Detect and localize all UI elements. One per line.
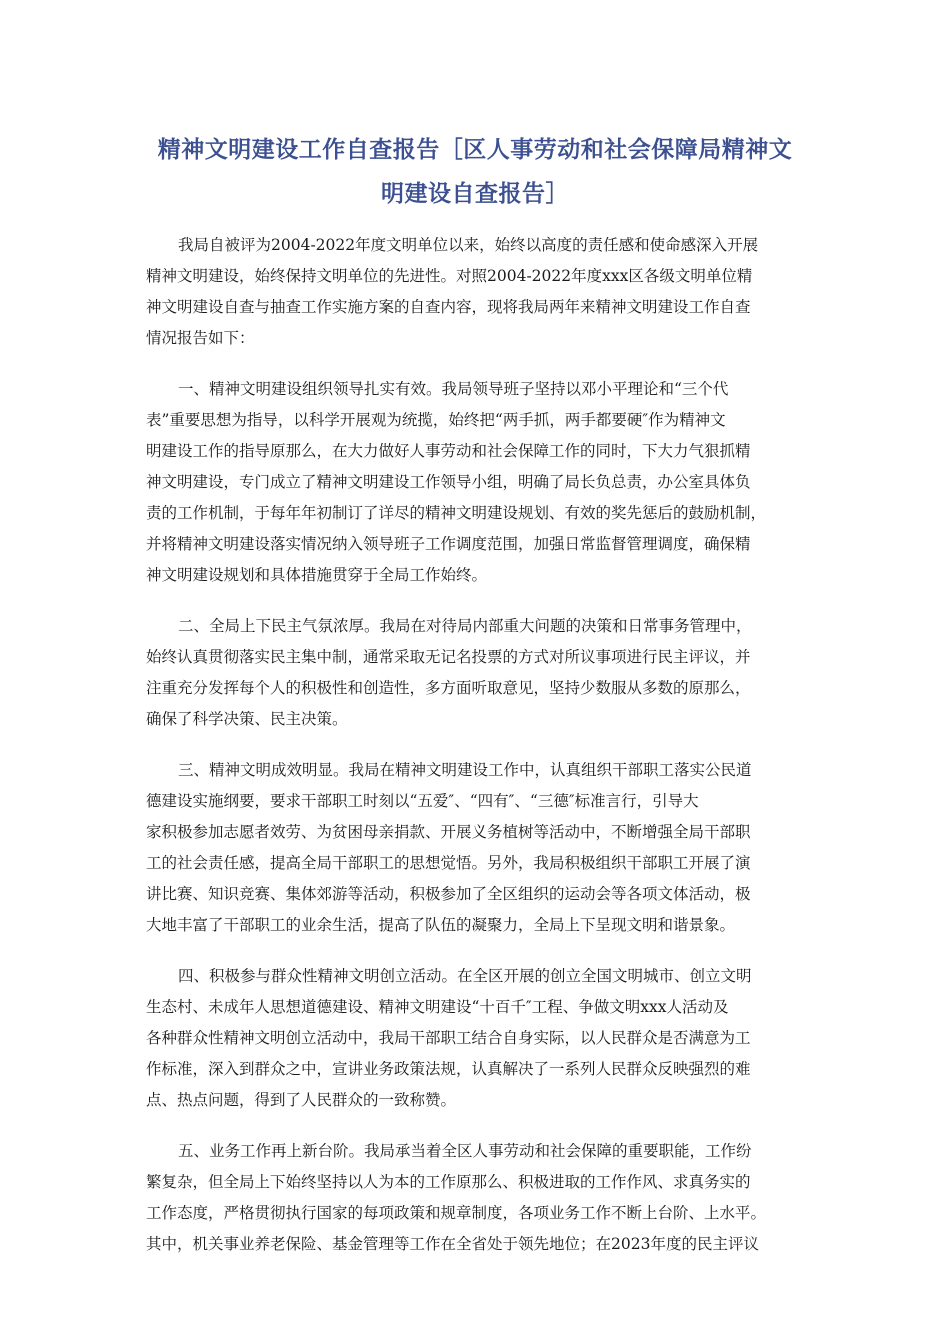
paragraph-line: 情况报告如下： bbox=[146, 329, 255, 347]
paragraph-section-1 bbox=[146, 374, 808, 591]
paragraph-line: 三、精神文明成效明显。我局在精神文明建设工作中，认真组织干部职工落实公民道 bbox=[178, 761, 752, 779]
paragraph-section-4 bbox=[146, 961, 808, 1116]
paragraph-line: 注重充分发挥每个人的积极性和创造性，多方面听取意见，坚持少数服从多数的原那么， bbox=[146, 679, 751, 697]
document-body bbox=[146, 230, 808, 1280]
document-title bbox=[140, 128, 810, 216]
paragraph-line: 确保了科学决策、民主决策。 bbox=[146, 710, 348, 728]
paragraph-line: 并将精神文明建设落实情况纳入领导班子工作调度范围，加强日常监督管理调度，确保精 bbox=[146, 535, 751, 553]
paragraph-line: 工作态度，严格贯彻执行国家的每项政策和规章制度，各项业务工作不断上台阶、上水平。 bbox=[146, 1204, 767, 1222]
paragraph-line: 五、业务工作再上新台阶。我局承当着全区人事劳动和社会保障的重要职能，工作纷 bbox=[178, 1142, 752, 1160]
paragraph-line: 生态村、未成年人思想道德建设、精神文明建设“十百千″工程、争做文明xxx人活动及 bbox=[146, 998, 729, 1016]
paragraph-line: 神文明建设，专门成立了精神文明建设工作领导小组，明确了局长负总责，办公室具体负 bbox=[146, 473, 751, 491]
paragraph-line: 四、积极参与群众性精神文明创立活动。在全区开展的创立全国文明城市、创立文明 bbox=[178, 967, 752, 985]
paragraph-line: 始终认真贯彻落实民主集中制，通常采取无记名投票的方式对所议事项进行民主评议，并 bbox=[146, 648, 751, 666]
title-line-2: 明建设自查报告］ bbox=[381, 181, 569, 207]
paragraph-line: 责的工作机制，于每年年初制订了详尽的精神文明建设规划、有效的奖先惩后的鼓励机制， bbox=[146, 504, 767, 522]
paragraph-line: 二、全局上下民主气氛浓厚。我局在对待局内部重大问题的决策和日常事务管理中， bbox=[178, 617, 752, 635]
paragraph-line: 其中，机关事业养老保险、基金管理等工作在全省处于领先地位；在2023年度的民主评议 bbox=[146, 1235, 759, 1253]
paragraph-section-2 bbox=[146, 611, 808, 735]
paragraph-line: 家积极参加志愿者效劳、为贫困母亲捐款、开展义务植树等活动中，不断增强全局干部职 bbox=[146, 823, 751, 841]
paragraph-line: 繁复杂，但全局上下始终坚持以人为本的工作原那么、积极进取的工作作风、求真务实的 bbox=[146, 1173, 751, 1191]
title-line-1: 精神文明建设工作自查报告［区人事劳动和社会保障局精神文 bbox=[157, 137, 793, 163]
paragraph-line: 大地丰富了干部职工的业余生活，提高了队伍的凝聚力，全局上下呈现文明和谐景象。 bbox=[146, 916, 736, 934]
paragraph-line: 作标准，深入到群众之中，宣讲业务政策法规，认真解决了一系列人民群众反映强烈的难 bbox=[146, 1060, 751, 1078]
paragraph-line: 神文明建设自查与抽查工作实施方案的自查内容，现将我局两年来精神文明建设工作自查 bbox=[146, 298, 751, 316]
paragraph-line: 点、热点问题，得到了人民群众的一致称赞。 bbox=[146, 1091, 457, 1109]
paragraph-intro bbox=[146, 230, 808, 354]
paragraph-section-5 bbox=[146, 1136, 808, 1260]
paragraph-section-3 bbox=[146, 755, 808, 941]
paragraph-line: 表”重要思想为指导，以科学开展观为统揽，始终把“两手抓，两手都要硬″作为精神文 bbox=[146, 411, 726, 429]
paragraph-line: 各种群众性精神文明创立活动中，我局干部职工结合自身实际，以人民群众是否满意为工 bbox=[146, 1029, 751, 1047]
paragraph-line: 讲比赛、知识竞赛、集体郊游等活动，积极参加了全区组织的运动会等各项文体活动，极 bbox=[146, 885, 751, 903]
paragraph-line: 工的社会责任感，提高全局干部职工的思想觉悟。另外，我局积极组织干部职工开展了演 bbox=[146, 854, 751, 872]
paragraph-line: 精神文明建设，始终保持文明单位的先进性。对照2004-2022年度xxx区各级文明单位精 bbox=[146, 267, 753, 285]
paragraph-line: 一、精神文明建设组织领导扎实有效。我局领导班子坚持以邓小平理论和“三个代 bbox=[178, 380, 729, 398]
paragraph-line: 我局自被评为2004-2022年度文明单位以来，始终以高度的责任感和使命感深入开展 bbox=[178, 236, 759, 254]
paragraph-line: 明建设工作的指导原那么，在大力做好人事劳动和社会保障工作的同时，下大力气狠抓精 bbox=[146, 442, 751, 460]
paragraph-line: 神文明建设规划和具体措施贯穿于全局工作始终。 bbox=[146, 566, 488, 584]
paragraph-line: 德建设实施纲要，要求干部职工时刻以“五爱″、“四有″、“三德″标准言行，引导大 bbox=[146, 792, 699, 810]
